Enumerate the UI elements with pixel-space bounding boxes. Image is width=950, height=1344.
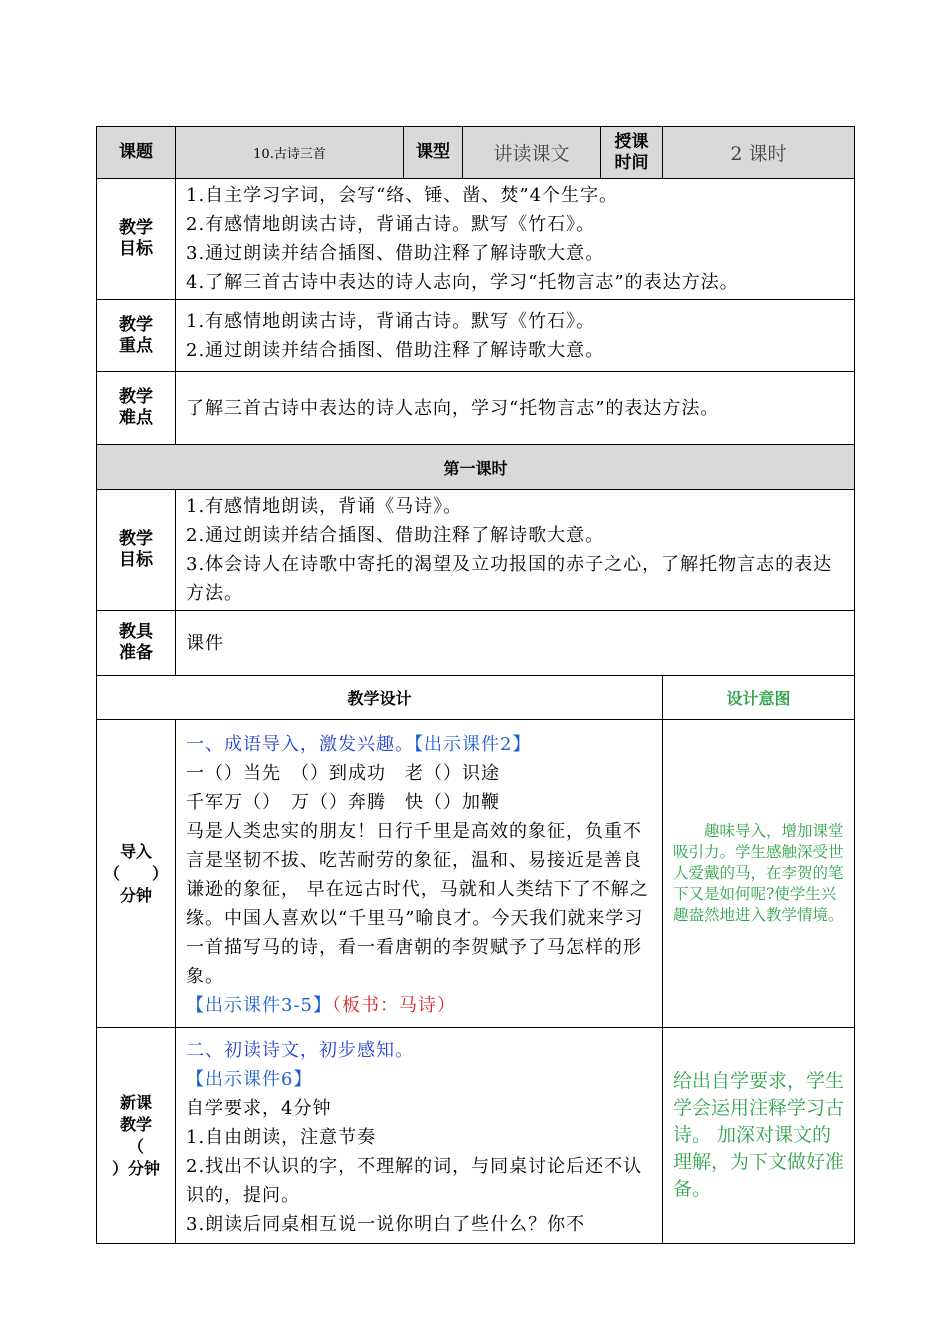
newlesson-step-3: 3.朗读后同桌相互说一说你明白了些什么？你不 bbox=[186, 1214, 586, 1235]
intent-header: 设计意图 bbox=[663, 676, 855, 720]
intro-heading: 一、成语导入，激发兴趣。 bbox=[186, 734, 414, 755]
keypoints-label bbox=[97, 300, 176, 372]
newlesson-label-2: 教学 bbox=[119, 1114, 152, 1134]
newlesson-req: 自学要求，4分钟 bbox=[186, 1098, 332, 1119]
intro-heading-line bbox=[186, 730, 654, 759]
keypoints-label-1: 教学 bbox=[119, 314, 153, 335]
newlesson-tag: 【出示课件6】 bbox=[186, 1069, 313, 1090]
intro-label-3: 分钟 bbox=[119, 885, 152, 905]
newlesson-intent-text: 给出自学要求，学生学会运用注释学习古诗。 加深对课文的理解，为下文做好准备。 bbox=[673, 1070, 845, 1200]
intro-content bbox=[176, 720, 663, 1028]
goals-label-2: 目标 bbox=[119, 239, 153, 259]
newlesson-label-1: 新课 bbox=[119, 1092, 152, 1112]
lesson1-title: 第一课时 bbox=[97, 445, 855, 490]
newlesson-content bbox=[176, 1028, 663, 1244]
intro-heading-tag: 【出示课件2】 bbox=[414, 734, 532, 755]
difficulties-row bbox=[97, 372, 855, 445]
intro-body: 马是人类忠实的朋友！日行千里是高效的象征，负重不言是坚韧不拔、吃苦耐劳的象征，温和、易接近是善良谦逊的象征， 早在远古时代，马就和人类结下了不解之缘。中国人喜欢以“千里马”喻良才。今天我们就来学习一首描写马的诗，看一看唐朝的李贺赋予了马怎样的形象。 bbox=[186, 821, 649, 987]
intro-row bbox=[97, 720, 855, 1028]
goal-line-3: 3.通过朗读并结合插图、借助注释了解诗歌大意。 bbox=[186, 243, 605, 264]
intro-intent bbox=[663, 720, 855, 1028]
time-value: 2 课时 bbox=[663, 127, 855, 179]
lesson1-goals-label-1: 教学 bbox=[119, 529, 153, 549]
type-value: 讲读课文 bbox=[463, 127, 601, 179]
newlesson-step-2: 2.找出不认识的字，不理解的词，与同桌讨论后还不认识的，提问。 bbox=[186, 1156, 643, 1206]
goals-content bbox=[176, 179, 855, 300]
lesson1-goal-1: 1.有感情地朗读，背诵《马诗》。 bbox=[186, 496, 463, 517]
goal-line-4: 4.了解三首古诗中表达的诗人志向，学习“托物言志”的表达方法。 bbox=[186, 272, 739, 293]
intro-tag-end: 【出示课件3-5】 bbox=[186, 995, 332, 1016]
lesson1-goal-3: 3.体会诗人在诗歌中寄托的渴望及立功报国的赤子之心，了解托物言志的表达方法。 bbox=[186, 554, 833, 604]
lesson-plan-table bbox=[96, 126, 855, 1244]
lesson-plan-page bbox=[96, 126, 854, 1244]
difficulties-text: 了解三首古诗中表达的诗人志向，学习“托物言志”的表达方法。 bbox=[186, 397, 720, 419]
goal-line-2: 2.有感情地朗读古诗，背诵古诗。默写《竹石》。 bbox=[186, 214, 596, 235]
intro-intent-text: 趣味导入，增加课堂吸引力。学生感触深受世人爱戴的马，在李贺的笔下又是如何呢?使学生兴趣盎然地进入教学情境。 bbox=[673, 822, 844, 924]
goals-row bbox=[97, 179, 855, 300]
newlesson-label-4: ）分钟 bbox=[111, 1158, 160, 1178]
keypoint-line-2: 2.通过朗读并结合插图、借助注释了解诗歌大意。 bbox=[186, 339, 605, 361]
intro-end-line bbox=[186, 991, 654, 1020]
tools-content bbox=[176, 611, 855, 676]
type-label: 课型 bbox=[404, 127, 463, 179]
intro-idioms-2: 千军万（） 万（）奔腾 快（）加鞭 bbox=[186, 792, 500, 813]
topic-label: 课题 bbox=[97, 127, 176, 179]
keypoints-row bbox=[97, 300, 855, 372]
time-label-line2: 时间 bbox=[614, 152, 649, 173]
keypoints-content bbox=[176, 300, 855, 372]
difficulties-label bbox=[97, 372, 176, 445]
goal-line-1: 1.自主学习字词，会写“络、锤、凿、焚”4个生字。 bbox=[186, 185, 619, 206]
time-label bbox=[601, 127, 663, 179]
lesson1-goal-2: 2.通过朗读并结合插图、借助注释了解诗歌大意。 bbox=[186, 525, 605, 546]
keypoint-line-1: 1.有感情地朗读古诗，背诵古诗。默写《竹石》。 bbox=[186, 310, 596, 332]
tools-row bbox=[97, 611, 855, 676]
tools-label bbox=[97, 611, 176, 676]
newlesson-label-3: （ bbox=[127, 1136, 144, 1156]
time-label-line1: 授课 bbox=[614, 131, 649, 152]
intro-label-2: （ ） bbox=[103, 863, 168, 883]
tools-label-1: 教具 bbox=[119, 622, 153, 642]
design-header: 教学设计 bbox=[97, 676, 663, 720]
difficulties-label-1: 教学 bbox=[119, 387, 153, 407]
design-header-row bbox=[97, 676, 855, 720]
newlesson-label bbox=[97, 1028, 176, 1244]
lesson1-goals-row bbox=[97, 490, 855, 611]
newlesson-intent bbox=[663, 1028, 855, 1244]
intro-idioms-1: 一（）当先 （）到成功 老（）识途 bbox=[186, 763, 500, 784]
difficulties-label-2: 难点 bbox=[119, 408, 153, 428]
header-row bbox=[97, 127, 855, 179]
lesson1-title-row bbox=[97, 445, 855, 490]
goals-label-1: 教学 bbox=[119, 218, 153, 238]
tools-label-2: 准备 bbox=[119, 643, 153, 663]
intro-label bbox=[97, 720, 176, 1028]
newlesson-row bbox=[97, 1028, 855, 1244]
difficulties-content bbox=[176, 372, 855, 445]
lesson1-goals-label bbox=[97, 490, 176, 611]
newlesson-step-1: 1.自由朗读，注意节奏 bbox=[186, 1127, 377, 1148]
newlesson-heading: 二、初读诗文，初步感知。 bbox=[186, 1040, 414, 1061]
topic-value: 10.古诗三首 bbox=[176, 127, 404, 179]
keypoints-label-2: 重点 bbox=[119, 335, 153, 356]
intro-board: （板书：马诗） bbox=[332, 995, 456, 1016]
intro-label-1: 导入 bbox=[119, 841, 152, 861]
tools-text: 课件 bbox=[186, 632, 224, 654]
goals-label bbox=[97, 179, 176, 300]
lesson1-goals-label-2: 目标 bbox=[119, 550, 153, 570]
lesson1-goals-content bbox=[176, 490, 855, 611]
